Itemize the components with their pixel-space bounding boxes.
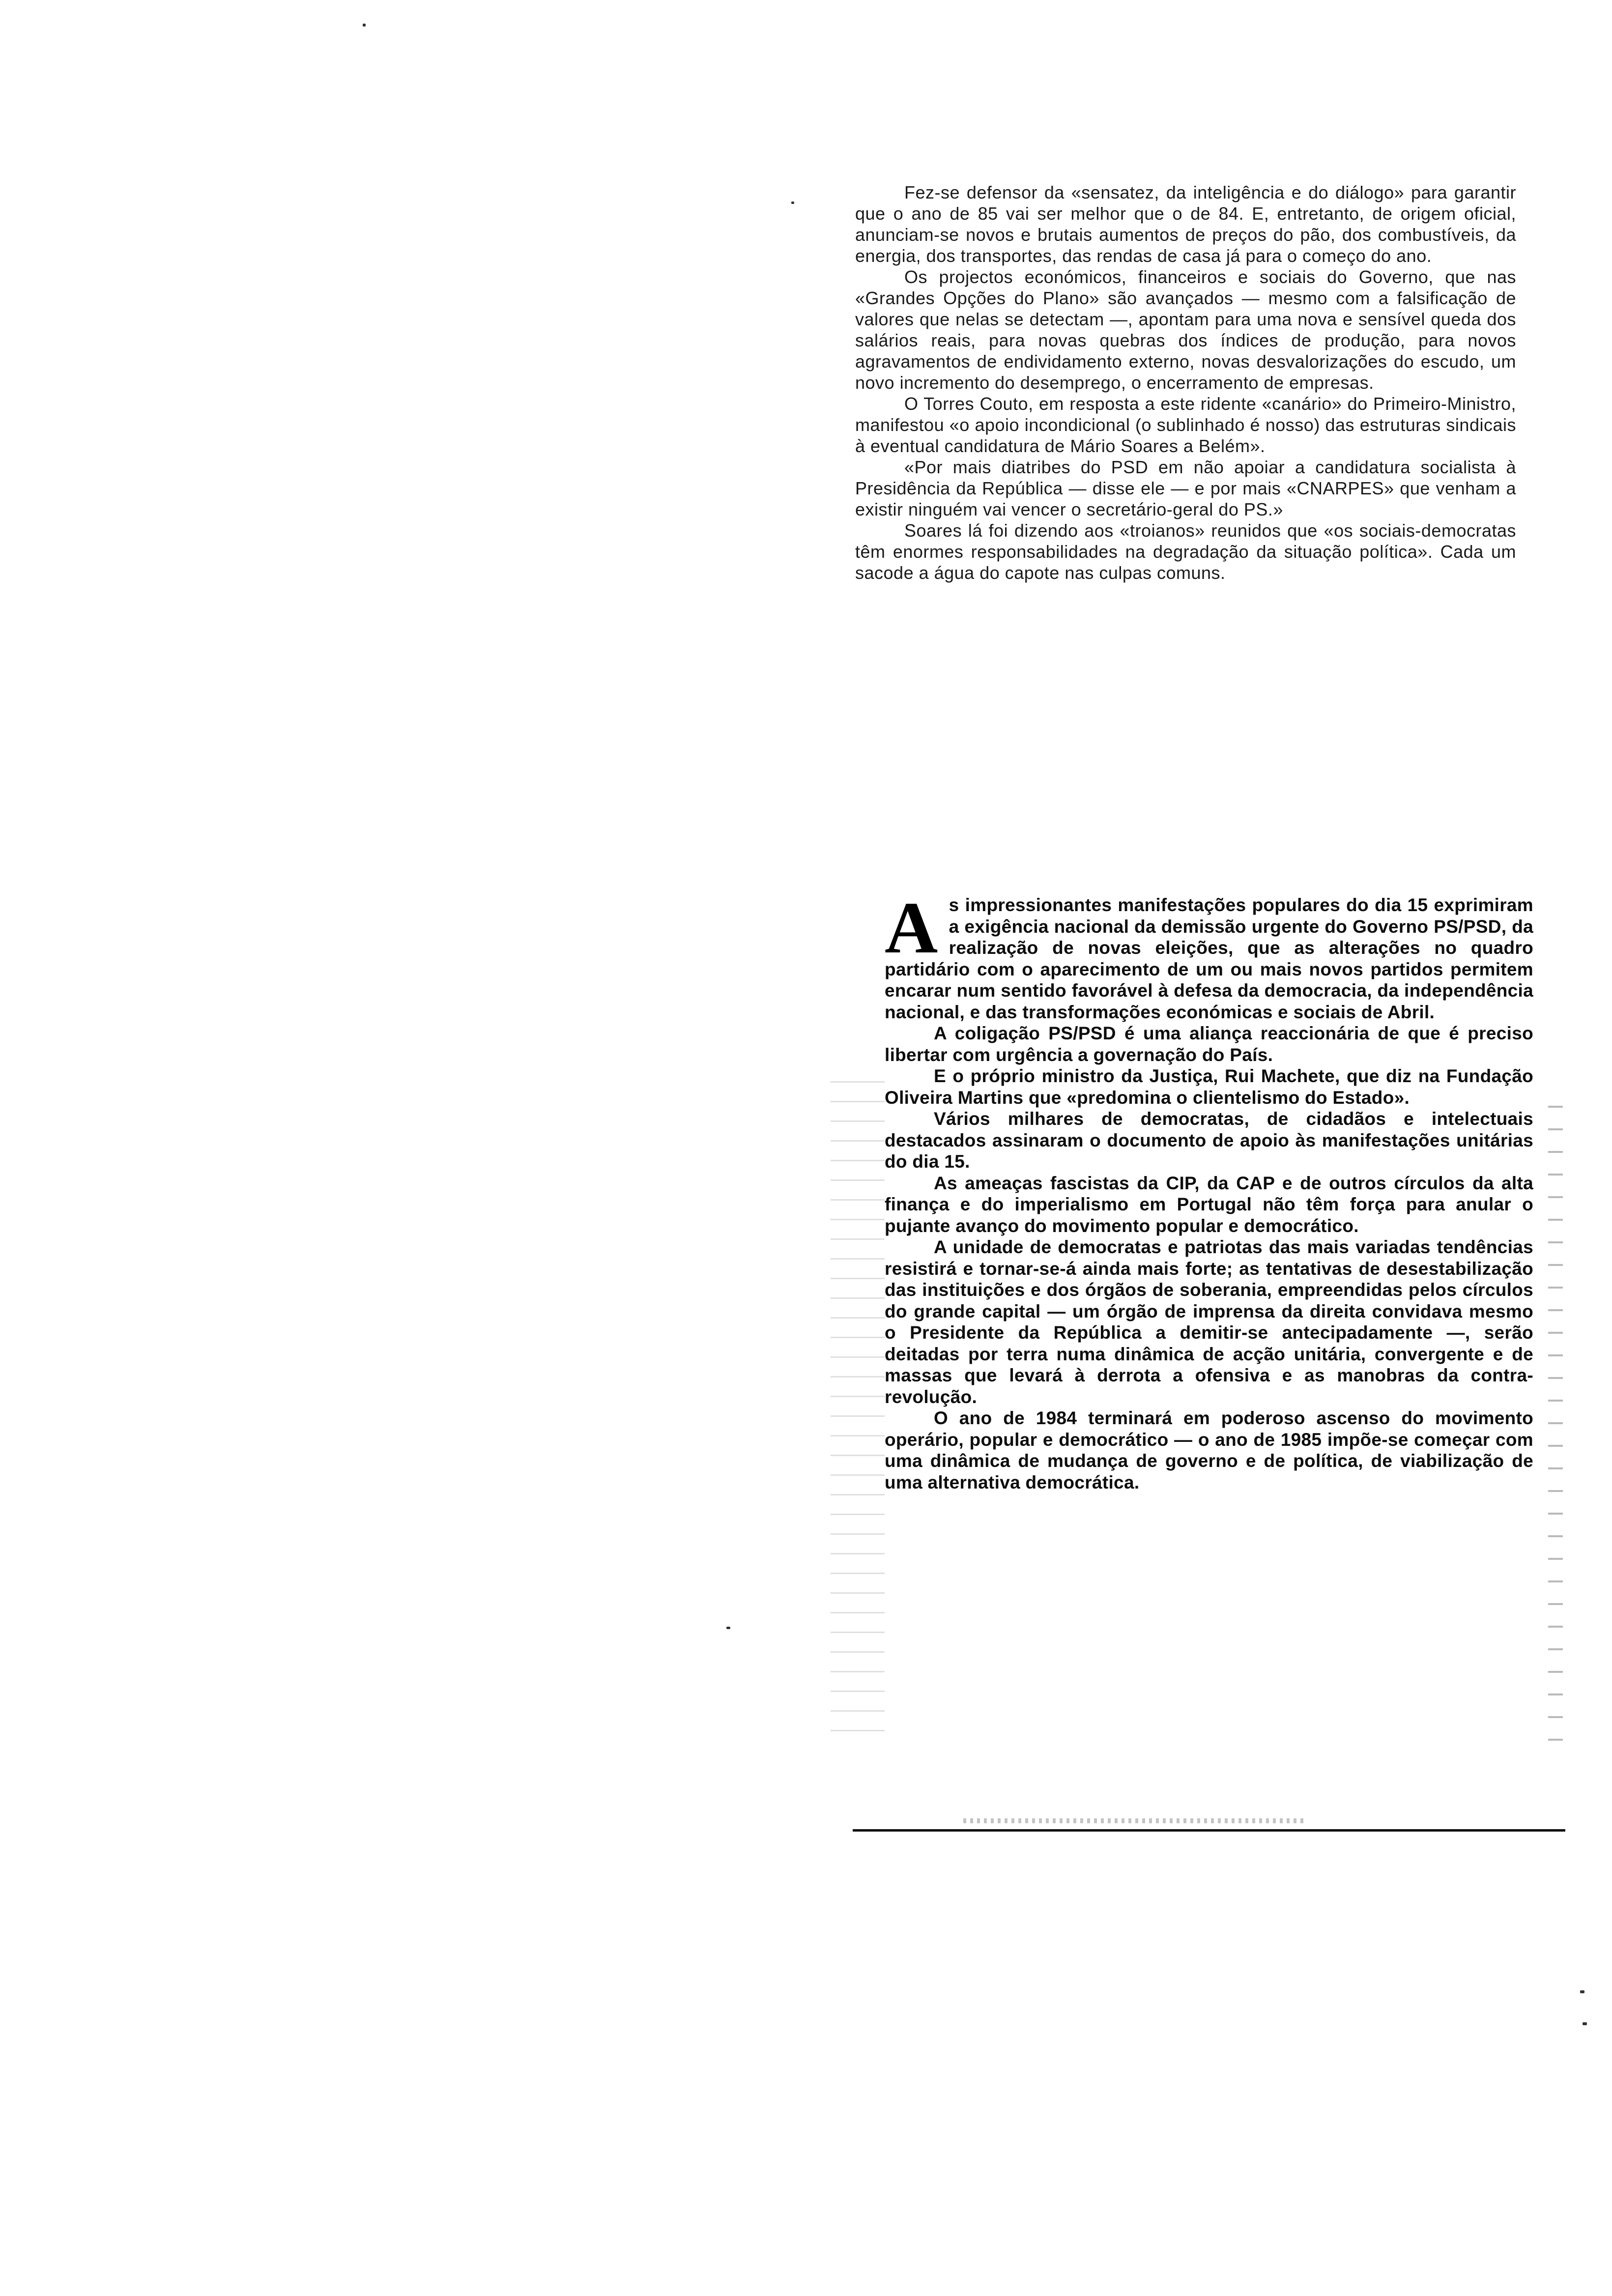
paragraph: Fez-se defensor da «sensatez, da inteligência e do diálogo» para garantir que o ano de 85 vai ser melhor que o de 84. E, entretanto, de origem oficial, anunciam-se novos e brutais aumentos de preços do pão, dos combustíveis, da energia, dos transportes, das rendas de casa já para o começo do ano. — [855, 182, 1516, 266]
scan-noise-left — [831, 1081, 885, 1745]
paragraph: E o próprio ministro da Justiça, Rui Machete, que diz na Fundação Oliveira Martins que «predomina o clientelismo do Estado». — [885, 1066, 1533, 1108]
bottom-rule — [853, 1829, 1565, 1832]
scan-speck — [1580, 1990, 1584, 1993]
scan-speck — [363, 24, 366, 27]
lead-paragraph — [885, 887, 1533, 1023]
paragraph: As ameaças fascistas da CIP, da CAP e de outros círculos da alta finança e do imperialismo em Portugal não têm força para anular o pujante avanço do movimento popular e democrático. — [885, 1173, 1533, 1236]
lead-paragraph-text: s impressionantes manifestações populares do dia 15 exprimiram a exigência nacional da demissão urgente do Governo PS/PSD, da realização de novas eleições, que as alterações no quadro partidário com o aparecimento de um ou mais novos partidos permitem encarar num sentido favorável à defesa da democracia, da independência nacional, e das transformações económicas e sociais de Abril. — [885, 895, 1533, 1022]
paragraph: Vários milhares de democratas, de cidadãos e intelectuais destacados assinaram o documento de apoio às manifestações unitárias do dia 15. — [885, 1109, 1533, 1172]
paragraph: O Torres Couto, em resposta a este ridente «canário» do Primeiro-Ministro, manifestou «o apoio incondicional (o sublinhado é nosso) das estruturas sindicais à eventual candidatura de Mário Soares a Belém». — [855, 394, 1516, 456]
paragraph: A coligação PS/PSD é uma aliança reaccionária de que é preciso libertar com urgência a governação do País. — [885, 1023, 1533, 1065]
paragraph: Soares lá foi dizendo aos «troianos» reunidos que «os sociais-democratas têm enormes responsabilidades na degradação da situação política». Cada um sacode a água do capote nas culpas comuns. — [855, 520, 1516, 583]
scan-speck — [791, 201, 794, 204]
paragraph: O ano de 1984 terminará em poderoso ascenso do movimento operário, popular e democrático — o ano de 1985 impõe-se começar com uma dinâmica de mudança de governo e de política, de viabilização de uma alternativa democrática. — [885, 1408, 1533, 1492]
article-column-upper — [855, 182, 1516, 583]
scan-speck — [726, 1627, 730, 1629]
paragraph: «Por mais diatribes do PSD em não apoiar a candidatura socialista à Presidência da República — disse ele — e por mais «CNARPES» que venham a existir ninguém vai vencer o secretário-geral do PS.» — [855, 457, 1516, 519]
article-column-lower — [885, 887, 1533, 1493]
drop-cap: A — [885, 887, 938, 969]
scan-speck — [1583, 2022, 1587, 2025]
scan-noise-right — [1548, 1106, 1563, 1745]
scan-smudge — [963, 1818, 1307, 1823]
paragraph: A unidade de democratas e patriotas das mais variadas tendências resistirá e tornar-se-á ainda mais forte; as tentativas de desestabilização das instituições e dos órgãos de soberania, empreendidas pelos círculos do grande capital — um órgão de imprensa da direita convidava mesmo o Presidente da República a demitir-se antecipadamente —, serão deitadas por terra numa dinâmica de acção unitária, convergente e de massas que levará à derrota a ofensiva e as manobras da contra-revolução. — [885, 1237, 1533, 1407]
paragraph: Os projectos económicos, financeiros e sociais do Governo, que nas «Grandes Opções do Plano» são avançados — mesmo com a falsificação de valores que nelas se detectam —, apontam para uma nova e sensível queda dos salários reais, para novas quebras dos índices de produção, para novos agravamentos de endividamento externo, novas desvalorizações do escudo, um novo incremento do desemprego, o encerramento de empresas. — [855, 267, 1516, 393]
